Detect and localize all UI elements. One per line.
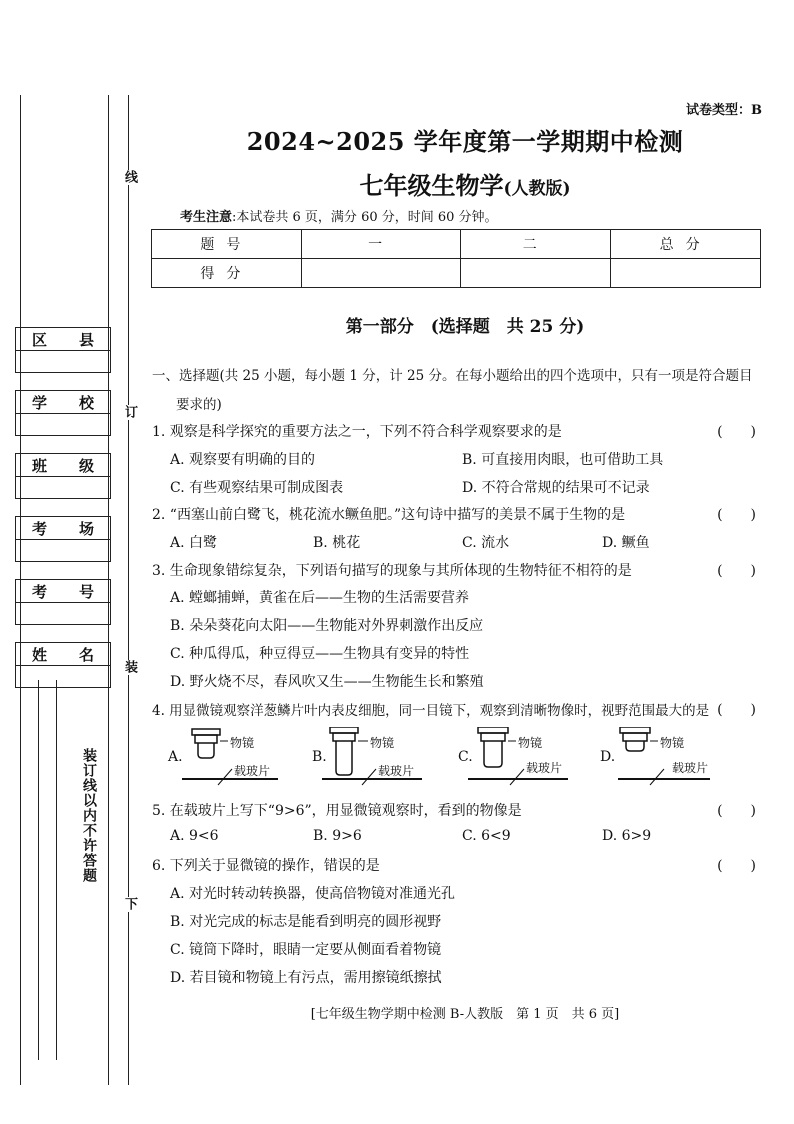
instructions-line2: 要求的): [176, 397, 222, 413]
objective-label: 物镜: [660, 736, 685, 750]
answer-paren[interactable]: ( ): [717, 858, 756, 874]
section-title: 第一部分 (选择题 共 25 分): [345, 317, 585, 337]
question-6-stem: 6. 下列关于显微镜的操作，错误的是: [152, 858, 380, 874]
objective-label: 物镜: [370, 736, 395, 750]
option-3b: B. 朵朵葵花向太阳——生物能对外界刺激作出反应: [170, 618, 484, 634]
option-3c: C. 种瓜得瓜，种豆得豆——生物具有变异的特性: [170, 646, 470, 662]
field-exam-room[interactable]: [15, 516, 111, 562]
option-1b: B. 可直接用肉眼，也可借助工具: [462, 452, 664, 468]
option-5b: B. 9>6: [313, 828, 362, 844]
option-4a-figure: [168, 727, 308, 787]
binding-char-zhuang: 装: [122, 660, 137, 675]
question-2-stem: 2. “西塞山前白鹭飞，桃花流水鳜鱼肥。”这句诗中描写的美景不属于生物的是: [152, 507, 626, 523]
slide-label: 载玻片: [526, 761, 563, 775]
score-cell: 一: [301, 230, 461, 259]
score-table: [151, 229, 761, 288]
field-label: 场: [78, 519, 94, 538]
option-2a: A. 白鹭: [170, 535, 218, 551]
question-5-stem: 5. 在载玻片上写下“9>6”，用显微镜观察时，看到的物像是: [152, 803, 522, 819]
field-label: 校: [78, 393, 94, 412]
objective-label: 物镜: [230, 736, 255, 750]
option-3d: D. 野火烧不尽，春风吹又生——生物能生长和繁殖: [170, 674, 484, 690]
option-5a: A. 9<6: [170, 828, 219, 844]
field-label: 级: [78, 456, 94, 475]
subject-name: 七年级生物学: [359, 171, 504, 200]
field-district[interactable]: [15, 327, 111, 373]
option-4b-figure: [312, 727, 452, 787]
option-5c: C. 6<9: [462, 828, 511, 844]
option-4c-figure: [458, 727, 598, 787]
question-1-stem: 1. 观察是科学探究的重要方法之一，下列不符合科学观察要求的是: [152, 424, 562, 440]
binding-char-xia: 下: [122, 897, 137, 912]
option-4c: C.: [458, 749, 473, 765]
score-cell: 得分: [152, 259, 302, 288]
question-3-stem: 3. 生命现象错综复杂，下列语句描写的现象与其所体现的生物特征不相符的是: [152, 563, 632, 579]
score-table-score-row: [152, 259, 761, 288]
field-label: 名: [78, 645, 94, 664]
field-name[interactable]: [15, 642, 111, 688]
score-table-header-row: [152, 230, 761, 259]
score-cell: 总分: [611, 230, 761, 259]
answer-paren[interactable]: ( ): [717, 507, 756, 523]
option-6d: D. 若目镜和物镜上有污点，需用擦镜纸擦拭: [170, 970, 442, 986]
option-6a: A. 对光时转动转换器，使高倍物镜对准通光孔: [170, 886, 456, 902]
answer-paren[interactable]: ( ): [717, 803, 756, 819]
option-4b: B.: [312, 749, 327, 765]
edition-label: (人教版): [503, 179, 571, 199]
candidate-notice: [180, 206, 498, 225]
field-school[interactable]: [15, 390, 111, 436]
page-footer: [七年级生物学期中检测 B-人教版 第 1 页 共 6 页]: [310, 1007, 620, 1022]
field-label: 学: [31, 393, 47, 412]
field-label: 姓: [31, 645, 47, 664]
answer-paren[interactable]: ( ): [717, 702, 756, 718]
option-4a: A.: [168, 749, 183, 765]
binding-line: [128, 95, 129, 1085]
slide-label: 载玻片: [234, 764, 271, 778]
field-exam-number[interactable]: [15, 579, 111, 625]
field-label: 区: [31, 330, 47, 349]
field-label: 号: [78, 582, 94, 601]
binding-line: [56, 680, 57, 1060]
option-2c: C. 流水: [462, 535, 510, 551]
slide-label: 载玻片: [378, 764, 415, 778]
binding-line: [38, 680, 39, 1060]
option-1d: D. 不符合常规的结果可不记录: [462, 480, 650, 496]
option-2d: D. 鳜鱼: [602, 535, 650, 551]
notice-label: 考生注意: [180, 210, 233, 225]
notice-text: :本试卷共 6 页，满分 60 分，时间 60 分钟。: [232, 210, 498, 225]
field-label: 考: [31, 582, 47, 601]
option-5d: D. 6>9: [602, 828, 652, 844]
answer-paren[interactable]: ( ): [717, 563, 756, 579]
score-cell: 题号: [152, 230, 302, 259]
binding-warning: 装订线以内不许答题: [81, 748, 97, 883]
instructions-line1: 一、选择题(共 25 小题，每小题 1 分，计 25 分。在每小题给出的四个选项中，只有一项是符合题目: [152, 368, 753, 384]
score-input-cell[interactable]: [461, 259, 611, 288]
question-4-stem: 4. 用显微镜观察洋葱鳞片叶内表皮细胞，同一目镜下，观察到清晰物像时，视野范围最大的是: [152, 703, 710, 719]
option-3a: A. 螳螂捕蝉，黄雀在后——生物的生活需要营养: [170, 590, 470, 606]
score-cell: 二: [461, 230, 611, 259]
option-1a: A. 观察要有明确的目的: [170, 452, 316, 468]
binding-char-ding: 订: [122, 405, 137, 420]
field-label: 班: [31, 456, 47, 475]
option-6c: C. 镜筒下降时，眼睛一定要从侧面看着物镜: [170, 942, 442, 958]
option-1c: C. 有些观察结果可制成图表: [170, 480, 344, 496]
exam-title: 2024~2025 学年度第一学期期中检测: [246, 127, 684, 156]
option-4d: D.: [600, 749, 616, 765]
exam-type-label: 试卷类型：B: [686, 103, 762, 118]
answer-paren[interactable]: ( ): [717, 424, 756, 440]
field-class[interactable]: [15, 453, 111, 499]
field-label: 县: [78, 330, 94, 349]
score-input-cell[interactable]: [611, 259, 761, 288]
option-2b: B. 桃花: [313, 535, 361, 551]
field-label: 考: [31, 519, 47, 538]
binding-char-line: 线: [122, 170, 137, 185]
option-6b: B. 对光完成的标志是能看到明亮的圆形视野: [170, 914, 442, 930]
exam-subtitle: [150, 166, 780, 201]
score-input-cell[interactable]: [301, 259, 461, 288]
option-4d-figure: [600, 727, 740, 787]
slide-label: 载玻片: [672, 761, 709, 775]
objective-label: 物镜: [518, 736, 543, 750]
binding-margin: [0, 0, 140, 1124]
